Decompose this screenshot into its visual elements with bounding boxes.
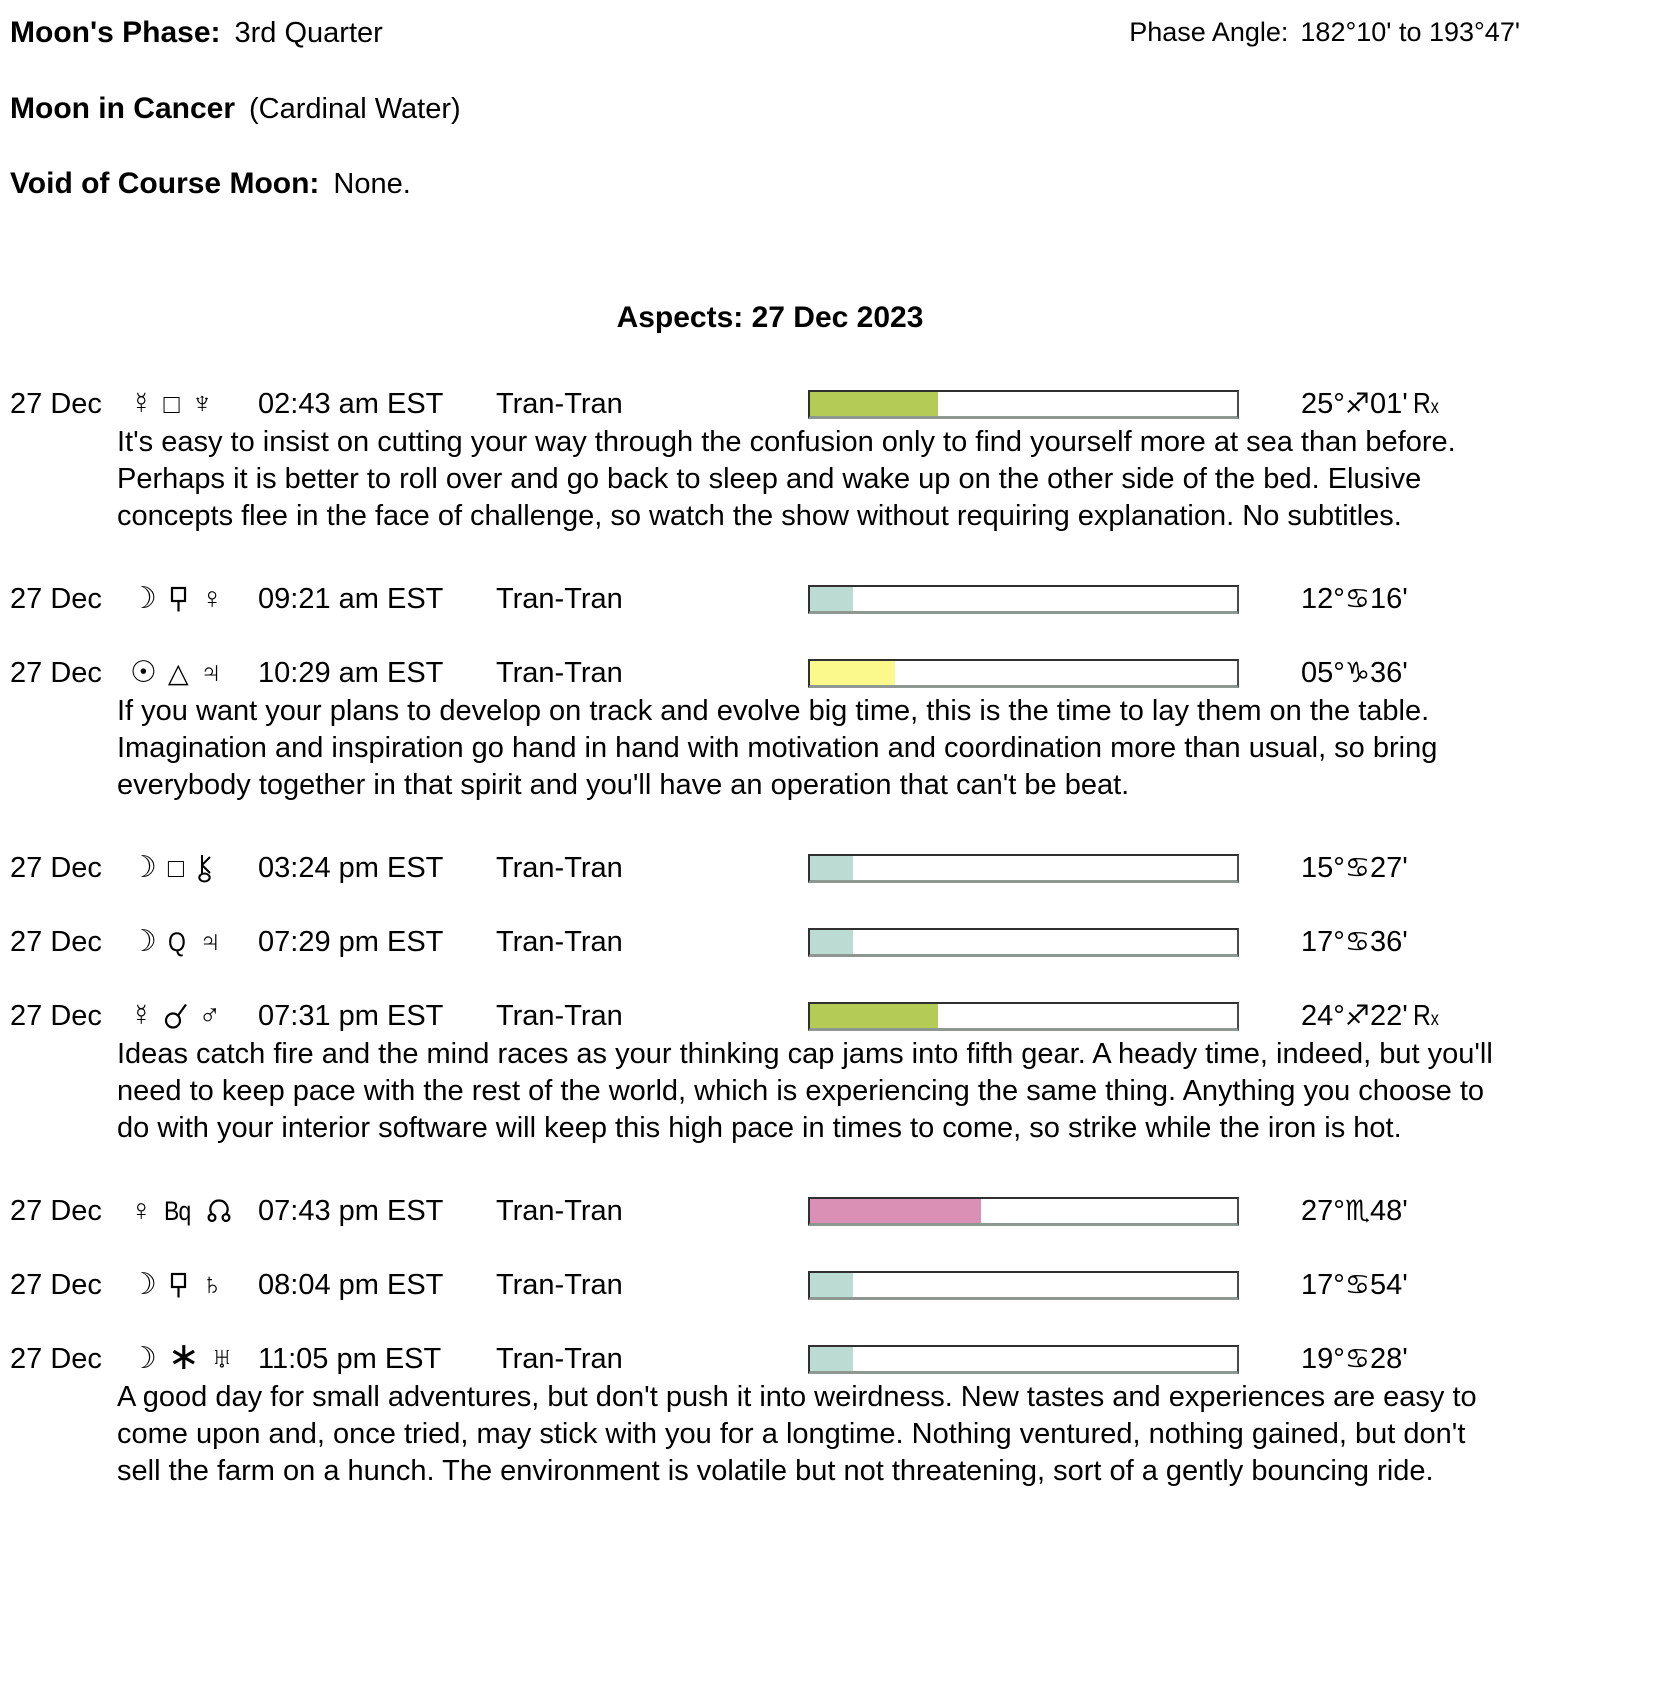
aspect-glyphs [130, 1196, 258, 1226]
trine-icon: △ [167, 657, 189, 688]
moon-icon: ☽ [130, 851, 157, 885]
aspect-type: Tran-Tran [496, 1000, 623, 1032]
sesquiquadrate-icon [168, 585, 190, 613]
aspect-time: 07:29 pm EST [258, 926, 444, 958]
aspect-date: 27 Dec [10, 1269, 102, 1301]
moon-icon: ☽ [130, 1268, 157, 1302]
aspect-type: Tran-Tran [496, 1343, 623, 1375]
neptune-icon: ♆ [190, 387, 214, 421]
aspect-time: 11:05 pm EST [258, 1343, 442, 1375]
aspect-time: 02:43 am EST [258, 388, 444, 420]
north-node-icon [206, 1197, 232, 1225]
void-of-course-line [10, 165, 1668, 203]
venus-icon: ♀ [200, 582, 224, 616]
orb-bar-fill [810, 1347, 853, 1371]
aspect-date: 27 Dec [10, 657, 102, 689]
aspect-time: 08:04 pm EST [258, 1269, 444, 1301]
aspect-row [10, 386, 1668, 421]
cancer-icon: ♋ [1344, 583, 1370, 614]
degree-value: 17° [1301, 926, 1345, 958]
aspect-degree [1235, 1267, 1668, 1303]
jupiter-icon: ♃ [199, 656, 223, 690]
aspect-row [10, 998, 1668, 1033]
aspect-degree [1235, 998, 1668, 1034]
aspect-date: 27 Dec [10, 1343, 102, 1375]
aspect-glyphs [130, 389, 258, 419]
cancer-icon: ♋ [1344, 852, 1370, 883]
aspect-type: Tran-Tran [496, 1269, 623, 1301]
mars-icon: ♂ [198, 999, 221, 1033]
aspect-note: If you want your plans to develop on track and evolve big time, this is the time to lay them on the table. Imagination and inspiration go hand in hand with motivation and coordination more than usual, so bring everybody together in that spirit and you'll have an operation that can't be beat. [117, 695, 1438, 801]
aspect-time: 09:21 am EST [258, 583, 444, 615]
aspect-date: 27 Dec [10, 926, 102, 958]
aspect-time: 07:43 pm EST [258, 1195, 444, 1227]
orb-bar [808, 659, 1239, 688]
uranus-icon: ♅ [210, 1342, 234, 1376]
aspect-time: 07:31 pm EST [258, 1000, 444, 1032]
aspect-time: 03:24 pm EST [258, 852, 444, 884]
degree-value: 15° [1301, 852, 1345, 884]
jupiter-icon: ♃ [198, 925, 222, 959]
sagittarius-icon: ♐ [1344, 1000, 1370, 1031]
quintile-icon: Q [167, 926, 185, 957]
aspect-type: Tran-Tran [496, 1195, 623, 1227]
void-label: Void of Course Moon: [10, 167, 320, 200]
biquintile-icon: Bq [163, 1195, 190, 1226]
orb-bar-fill [810, 661, 895, 685]
aspect-date: 27 Dec [10, 583, 102, 615]
mercury-icon: ☿ [130, 999, 153, 1033]
conjunction-icon [164, 1002, 188, 1030]
aspect-type: Tran-Tran [496, 583, 623, 615]
aspect-degree [1235, 655, 1668, 691]
aspect-note: It's easy to insist on cutting your way through the confusion only to find yourself more at sea than before. Perhaps it is better to roll over and go back to sleep and wake up on the other side of the bed. Elusive concepts flee in the face of challenge, so watch the show without requiring explanation. No subtitles. [117, 426, 1456, 532]
moon-icon: ☽ [130, 582, 157, 616]
moons-phase-label: Moon's Phase: [10, 16, 221, 49]
aspect-type: Tran-Tran [496, 657, 623, 689]
orb-bar [808, 1345, 1239, 1374]
orb-bar-fill [810, 856, 853, 880]
cancer-icon: ♋ [1344, 1269, 1370, 1300]
sun-icon: ☉ [130, 656, 157, 690]
aspect-type: Tran-Tran [496, 926, 623, 958]
degree-value: 27° [1301, 1195, 1345, 1227]
cancer-icon: ♋ [1344, 926, 1370, 957]
aspect-note: A good day for small adventures, but don't push it into weirdness. New tastes and experiences are easy to come upon and, once tried, may stick with you for a longtime. Nothing ventured, nothing gained, but don't sell the farm on a hunch. The environment is volatile but not threatening, sort of a gently bouncing ride. [117, 1381, 1477, 1487]
aspect-row [10, 655, 1668, 690]
retrograde-icon: Rx [1412, 388, 1439, 420]
square-icon: □ [163, 388, 180, 419]
aspect-row [10, 581, 1668, 616]
aspect-list [10, 386, 1668, 1490]
aspect-date: 27 Dec [10, 1000, 102, 1032]
orb-bar-fill [810, 1199, 981, 1223]
degree-value: 24° [1301, 1000, 1345, 1032]
degree-minutes: 28' [1369, 1343, 1408, 1375]
aspect-time: 10:29 am EST [258, 657, 444, 689]
mercury-icon: ☿ [130, 387, 153, 421]
venus-icon: ♀ [130, 1194, 153, 1228]
orb-bar [808, 928, 1239, 957]
void-value: None. [333, 168, 411, 200]
degree-value: 19° [1301, 1343, 1345, 1375]
aspect-row [10, 1267, 1668, 1302]
aspect-row [10, 924, 1668, 959]
degree-minutes: 16' [1369, 583, 1408, 615]
orb-bar-fill [810, 1273, 853, 1297]
square-icon: □ [167, 852, 185, 883]
sesquiquadrate-icon [168, 1271, 190, 1299]
moons-phase-line [10, 14, 383, 52]
scorpio-icon: ♏ [1344, 1195, 1370, 1226]
degree-minutes: 22' [1369, 1000, 1408, 1032]
moon-sign-line [10, 90, 1668, 128]
aspect-degree [1235, 386, 1668, 422]
aspect-degree [1235, 850, 1668, 886]
phase-angle [1129, 16, 1520, 50]
aspect-date: 27 Dec [10, 1195, 102, 1227]
moon-icon: ☽ [130, 1342, 157, 1376]
capricorn-icon: ♑ [1344, 657, 1370, 688]
saturn-icon: ♄ [200, 1268, 224, 1302]
moon-sign-label: Moon in Cancer [10, 91, 236, 125]
moon-icon: ☽ [130, 925, 157, 959]
top-line [10, 14, 1668, 52]
aspect-row [10, 850, 1668, 885]
sextile-icon: ∗ [167, 1336, 200, 1379]
chiron-icon [195, 853, 215, 883]
aspect-date: 27 Dec [10, 388, 102, 420]
degree-value: 12° [1301, 583, 1345, 615]
degree-minutes: 01' [1369, 388, 1408, 420]
aspect-degree [1235, 924, 1668, 960]
aspect-glyphs [130, 658, 258, 688]
aspect-row [10, 1336, 1668, 1379]
aspect-degree [1235, 1193, 1668, 1229]
aspect-glyphs [130, 927, 258, 957]
aspect-date: 27 Dec [10, 852, 102, 884]
degree-minutes: 36' [1369, 926, 1408, 958]
aspect-glyphs [130, 1270, 258, 1300]
orb-bar [808, 390, 1239, 419]
aspect-glyphs [130, 853, 258, 883]
aspect-type: Tran-Tran [496, 388, 623, 420]
orb-bar [808, 585, 1239, 614]
phase-angle-label: Phase Angle: [1129, 17, 1289, 47]
orb-bar-fill [810, 1004, 938, 1028]
aspect-note: Ideas catch fire and the mind races as your thinking cap jams into fifth gear. A heady time, indeed, but you'll need to keep pace with the rest of the world, which is experiencing the same thing. Anything you choose to do with your interior software will keep this high pace in times to come, so strike while the iron is hot. [117, 1038, 1493, 1144]
retrograde-icon: Rx [1412, 1000, 1439, 1032]
orb-bar-fill [810, 392, 938, 416]
orb-bar [808, 854, 1239, 883]
aspect-glyphs [130, 1336, 258, 1379]
aspect-degree [1235, 1341, 1668, 1377]
aspects-heading: Aspects: 27 Dec 2023 [616, 300, 924, 334]
cancer-icon: ♋ [1344, 1343, 1370, 1374]
orb-bar-fill [810, 930, 853, 954]
aspect-glyphs [130, 1001, 258, 1031]
degree-minutes: 27' [1369, 852, 1408, 884]
aspect-glyphs [130, 584, 258, 614]
sagittarius-icon: ♐ [1344, 388, 1370, 419]
orb-bar [808, 1002, 1239, 1031]
moons-phase-value: 3rd Quarter [234, 17, 383, 49]
moon-sign-detail: (Cardinal Water) [249, 92, 461, 125]
phase-angle-value: 182°10' to 193°47' [1300, 17, 1520, 47]
aspect-row [10, 1193, 1668, 1228]
orb-bar [808, 1197, 1239, 1226]
aspect-type: Tran-Tran [496, 852, 623, 884]
orb-bar [808, 1271, 1239, 1300]
degree-minutes: 54' [1369, 1269, 1408, 1301]
degree-value: 05° [1301, 657, 1345, 689]
degree-minutes: 36' [1369, 657, 1408, 689]
degree-minutes: 48' [1369, 1195, 1408, 1227]
aspect-degree [1235, 581, 1668, 617]
degree-value: 17° [1301, 1269, 1345, 1301]
degree-value: 25° [1301, 388, 1345, 420]
orb-bar-fill [810, 587, 853, 611]
